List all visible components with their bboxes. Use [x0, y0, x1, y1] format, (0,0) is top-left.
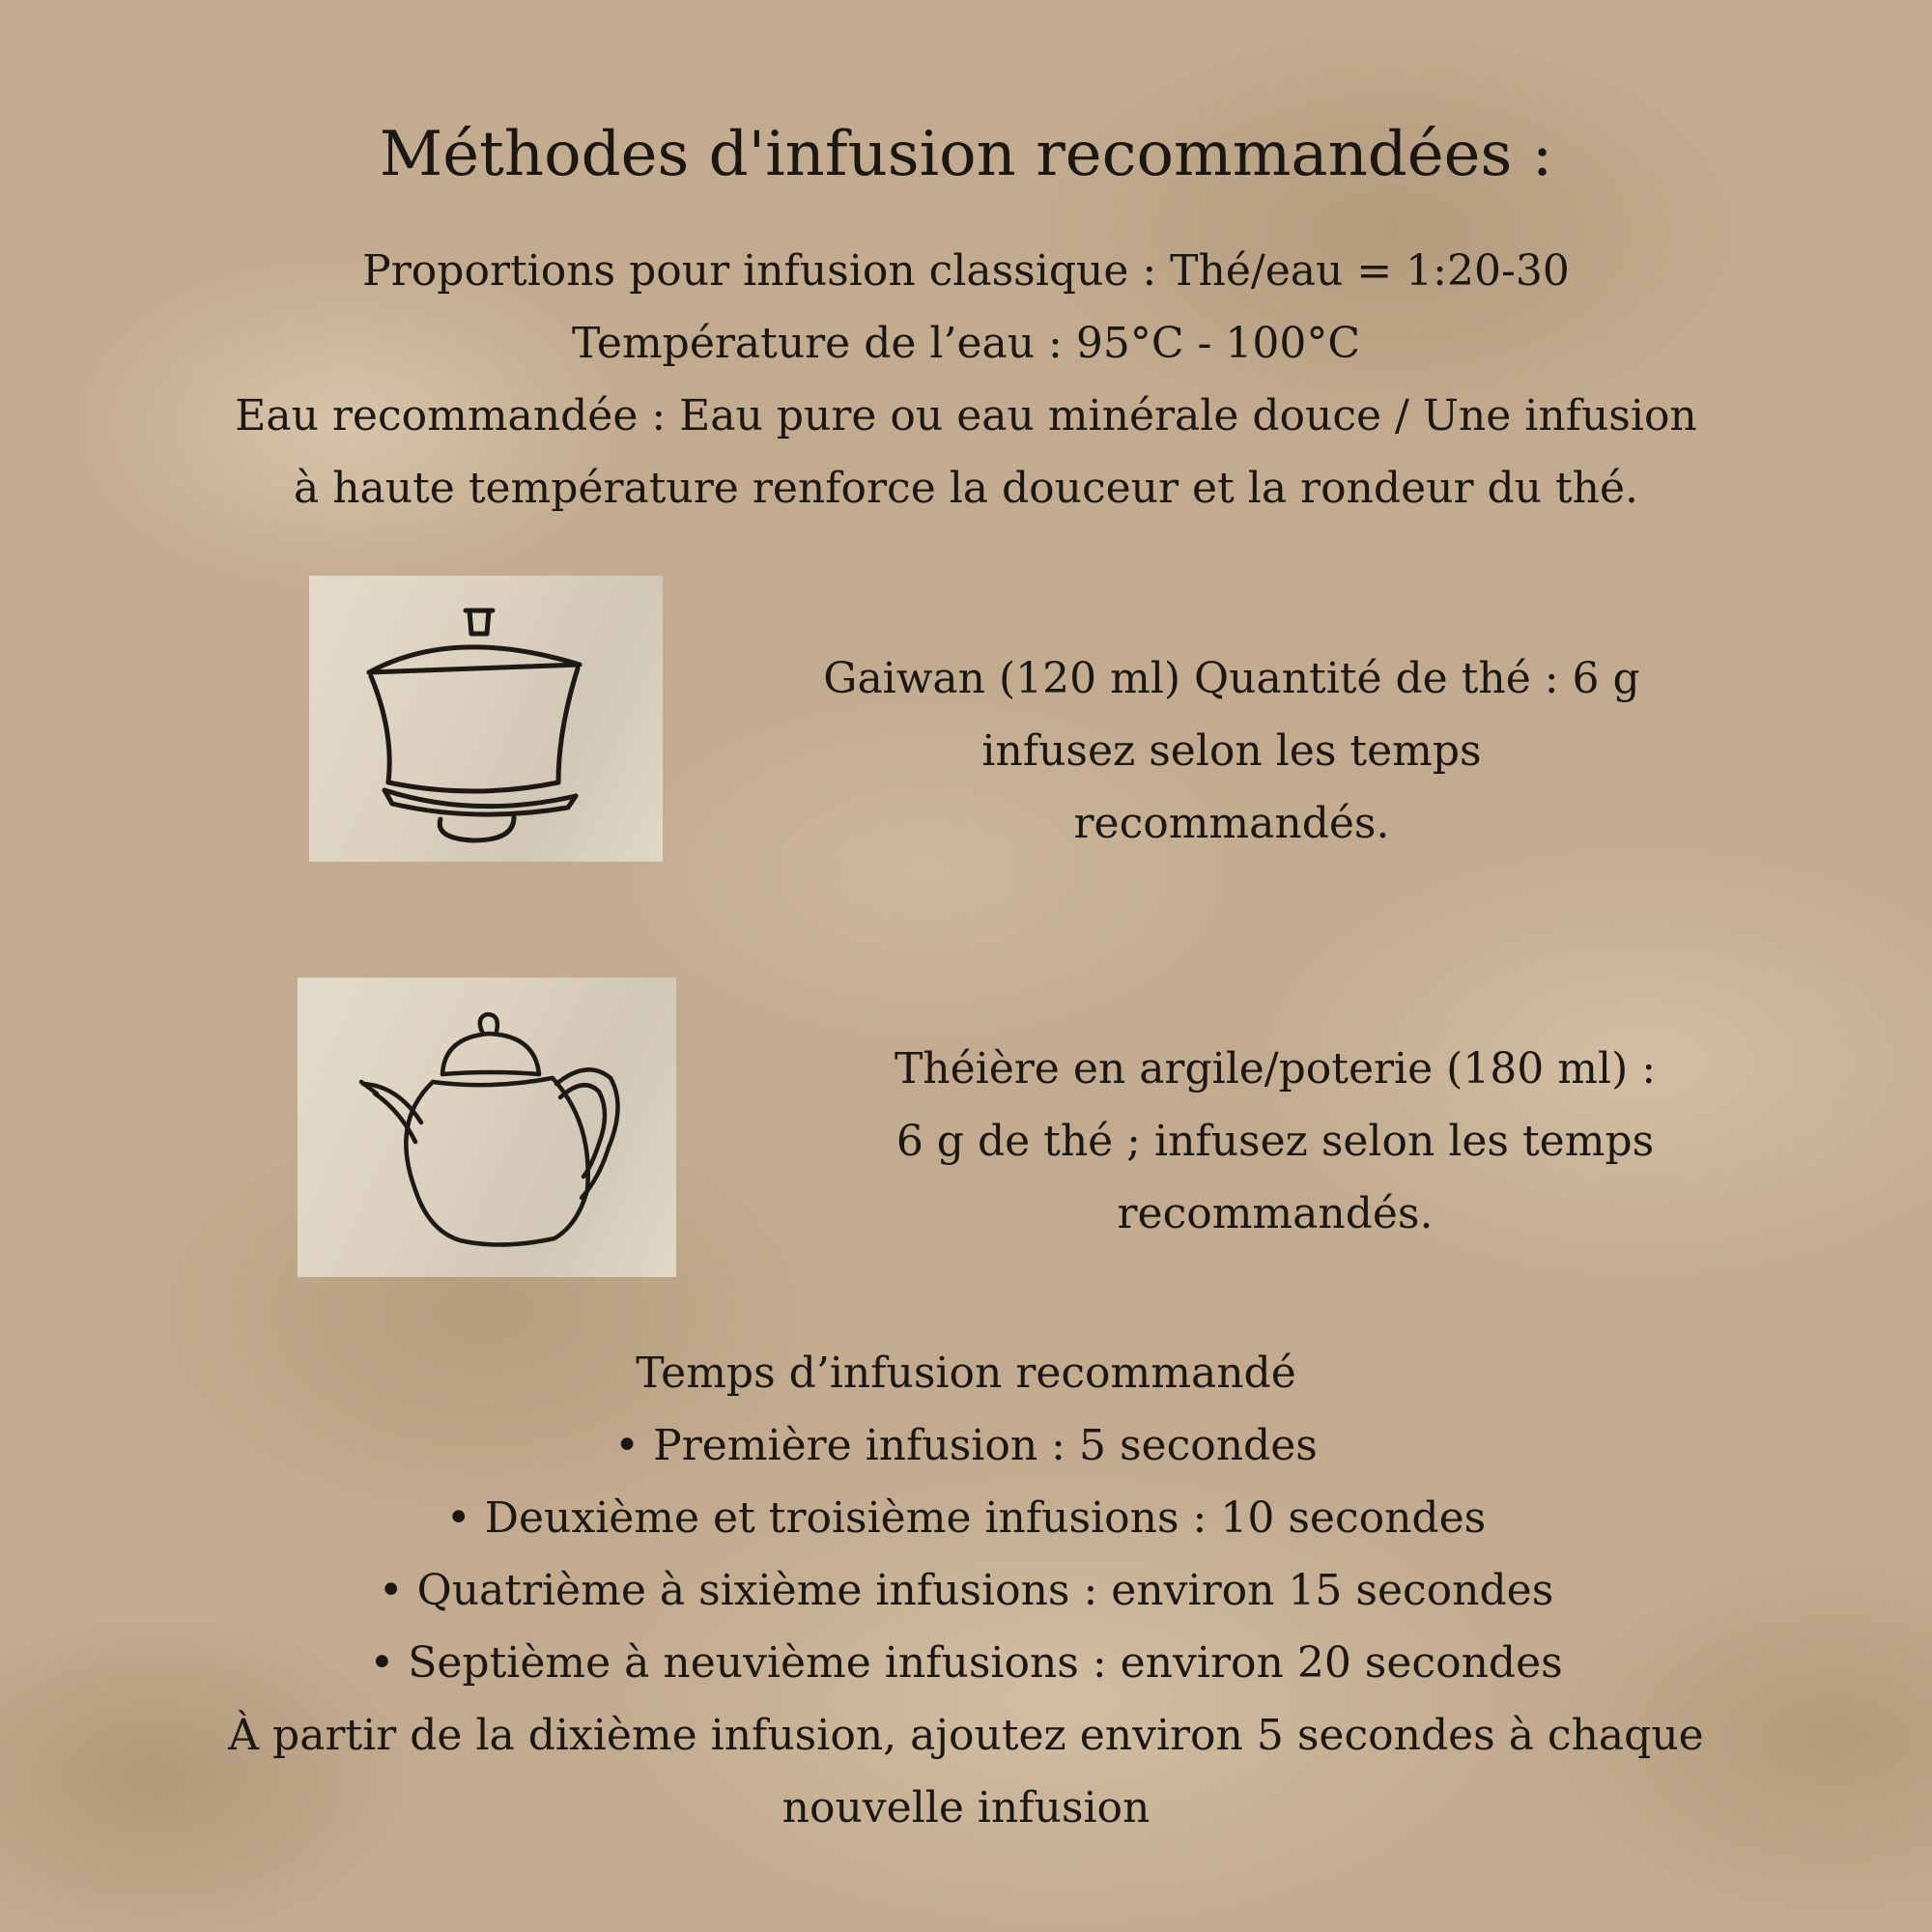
teapot-line3: recommandés.	[1117, 1189, 1434, 1238]
temperature-text: Température de l’eau : 95°C - 100°C	[571, 319, 1361, 368]
gaiwan-illustration	[309, 576, 663, 862]
water-text-line1: Eau recommandée : Eau pure ou eau minérale douce / Une infusion	[235, 391, 1697, 440]
gaiwan-icon	[309, 576, 663, 862]
steeping-item-1: • Première infusion : 5 secondes	[614, 1421, 1318, 1470]
gaiwan-line3: recommandés.	[1073, 799, 1390, 848]
gaiwan-line2: infusez selon les temps	[981, 726, 1482, 776]
gaiwan-line1: Gaiwan (120 ml) Quantité de thé : 6 g	[823, 654, 1640, 703]
teapot-line2: 6 g de thé ; infusez selon les temps	[895, 1117, 1655, 1166]
teapot-icon	[298, 978, 676, 1277]
water-text-line2: à haute température renforce la douceur et la rondeur du thé.	[294, 464, 1638, 513]
steeping-times	[0, 1337, 1932, 1844]
gaiwan-description	[753, 642, 1710, 860]
steeping-note-line2: nouvelle infusion	[781, 1783, 1151, 1833]
steeping-item-2: • Deuxième et troisième infusions : 10 secondes	[445, 1493, 1487, 1543]
steeping-item-4: • Septième à neuvième infusions : environ 20 secondes	[369, 1638, 1563, 1688]
ratio-text: Proportions pour infusion classique : Thé/eau = 1:20-30	[362, 246, 1570, 296]
steeping-item-3: • Quatrième à sixième infusions : environ 15 secondes	[378, 1566, 1554, 1615]
teapot-description	[802, 1033, 1748, 1250]
steeping-heading: Temps d’infusion recommandé	[636, 1349, 1296, 1398]
teapot-illustration	[298, 978, 676, 1277]
page-title: Méthodes d'infusion recommandées :	[379, 119, 1553, 190]
intro-block	[0, 235, 1932, 525]
steeping-note-line1: À partir de la dixième infusion, ajoutez environ 5 secondes à chaque	[228, 1711, 1704, 1760]
teapot-line1: Théière en argile/poterie (180 ml) :	[894, 1044, 1657, 1094]
